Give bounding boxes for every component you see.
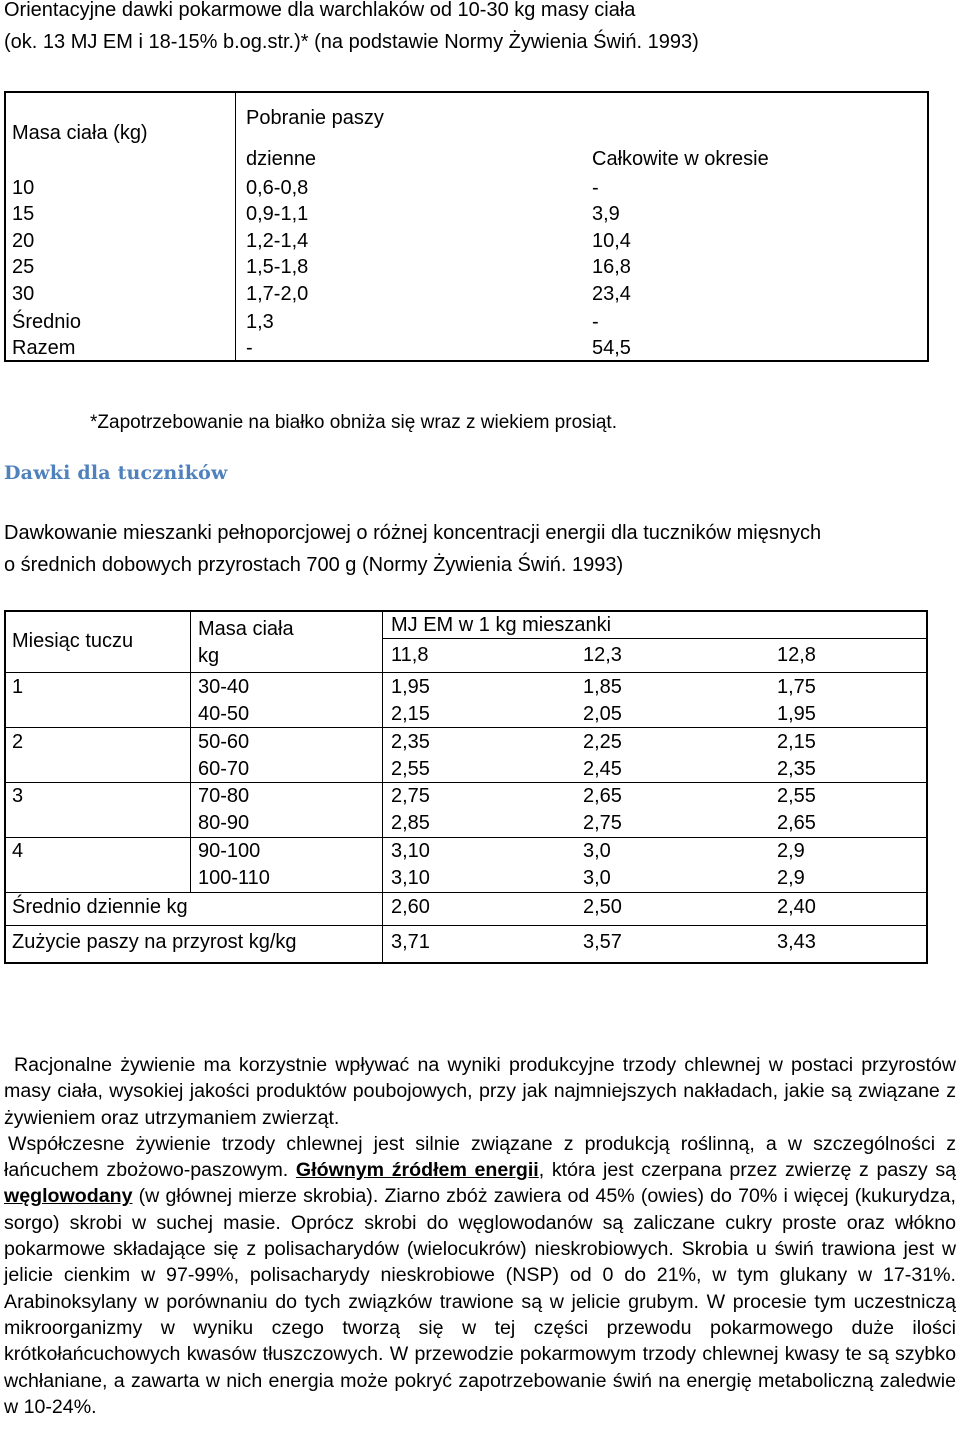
table2-header-line [5,672,927,673]
table2-avg-label: Średnio dziennie kg [12,896,188,918]
intro-line1: Dawkowanie mieszanki pełnoporcjowej o różnej koncentracji energii dla tuczników mięsnych [4,522,822,544]
table2-col-a: 1,95 2,15 2,35 2,55 2,75 2,85 3,10 3,10 [391,676,430,890]
table1-header-total: Całkowite w okresie [592,148,769,170]
table2-usage-value-2: 3,57 [583,931,622,953]
table1-mass-values: 10 15 20 25 30 [12,177,35,305]
paragraph-sentence-4: (w głównej mierze skrobia). Ziarno zbóż zawiera od 45% (owies) do 70% i więcej (kukurydza, sorgo) skrobi w suchej masie. Oprócz skrobi do węglowodanów są zaliczane cukry proste oraz włókno pokarmowe składające się z polisacharydów (wielocukrów) nieskrobiowych. Skrobia u świń trawiona jest w jelicie cienkim w 97-99%, polisacharydy nieskrobiowe (NSP) od 0 do 21%, w tym glukany w 17-31%. Arabinoksylany w porównaniu do tych związków trawione są w jelicie grubym. W procesie tym uczestniczą mikroorganizmy w wyniku czego tworzą się w tej części przewodu pokarmowego duże ilości krótkołańcuchowych kwasów tłuszczowych. W przewodzie pokarmowym trzody chlewnej kwasy te są szybko wchłaniane, a zawarta w nich energia może pokryć zapotrzebowanie świń na energię metaboliczną zaledwie w 10-24%. [4,1185,956,1418]
table2-avg-value-1: 2,60 [391,896,430,918]
document-title-line2: (ok. 13 MJ EM i 18-15% b.og.str.)* (na podstawie Normy Żywienia Świń. 1993) [4,31,699,53]
table2-avg-value-2: 2,50 [583,896,622,918]
footnote: *Zapotrzebowanie na białko obniża się wraz z wiekiem prosiąt. [90,412,617,433]
table1-divider [235,92,236,361]
table2-divider-mass [190,611,191,892]
paragraph-sentence-3: , która jest czerpana przez zwierzę z paszy są [538,1159,957,1182]
table2-energy-level-3: 12,8 [777,644,816,666]
intro-line2: o średnich dobowych przyrostach 700 g (Normy Żywienia Świń. 1993) [4,554,624,576]
table2-usage-value-3: 3,43 [777,931,816,953]
table2-usage-label: Zużycie paszy na przyrost kg/kg [12,931,297,953]
table1-header-intake: Pobranie paszy [246,107,384,129]
table2-divider-energy [382,611,383,963]
table2-energy-level-2: 12,3 [583,644,622,666]
table2-months: 1 2 3 4 [12,676,24,862]
table2-usage-value-1: 3,71 [391,931,430,953]
paragraph-underline-carbohydrates: węglowodany [4,1185,133,1208]
paragraph-underline-energy: Głównym źródłem energii [295,1159,539,1182]
table2-col-c: 1,75 1,95 2,15 2,35 2,55 2,65 2,9 2,9 [777,676,816,890]
paragraph-sentence-1: Racjonalne żywienie ma korzystnie wpływać na wyniki produkcyjne trzody chlewnej w postaci przyrostów masy ciała, wysokiej jakości produktów poubojowych, przy jak najmniejszych nakładach, jakie są związane z żywieniem oraz utrzymaniem zwierząt. [4,1054,956,1129]
table1-daily-values: 0,6-0,8 0,9-1,1 1,2-1,4 1,5-1,8 1,7-2,0 [246,177,309,305]
table1-header-daily: dzienne [246,148,317,170]
table1-header-mass: Masa ciała (kg) [12,122,148,144]
table1-summary-total: - 54,5 [592,311,631,360]
table2-energy-subline [383,638,927,639]
table2-masses: 30-40 40-50 50-60 60-70 70-80 80-90 90-100 100-110 [198,676,270,890]
table1-summary-labels: Średnio Razem [12,311,81,360]
table2-header-energy: MJ EM w 1 kg mieszanki [391,614,612,636]
table2-col-b: 1,85 2,05 2,25 2,45 2,65 2,75 3,0 3,0 [583,676,622,890]
table1-summary-daily: 1,3 - [246,311,274,360]
section-heading: Dawki dla tuczników [4,462,228,484]
table2-row-line-5 [5,925,927,926]
body-paragraph [4,1052,956,1420]
table1-total-values: - 3,9 10,4 16,8 23,4 [592,177,631,305]
table2-energy-level-1: 11,8 [391,644,429,666]
table2-header-month: Miesiąc tuczu [12,630,134,652]
table2-header-mass-line2: kg [198,645,220,667]
paragraph-sentence-2: Współczesne żywienie trzody chlewnej jest silnie związane z produkcją roślinną, a w szczególności z łańcuchem zbożowo-paszowym. [4,1132,956,1182]
table2-header-mass-line1: Masa ciała [198,618,294,640]
table2-avg-value-3: 2,40 [777,896,816,918]
document-title-line1: Orientacyjne dawki pokarmowe dla warchlaków od 10-30 kg masy ciała [4,0,636,21]
